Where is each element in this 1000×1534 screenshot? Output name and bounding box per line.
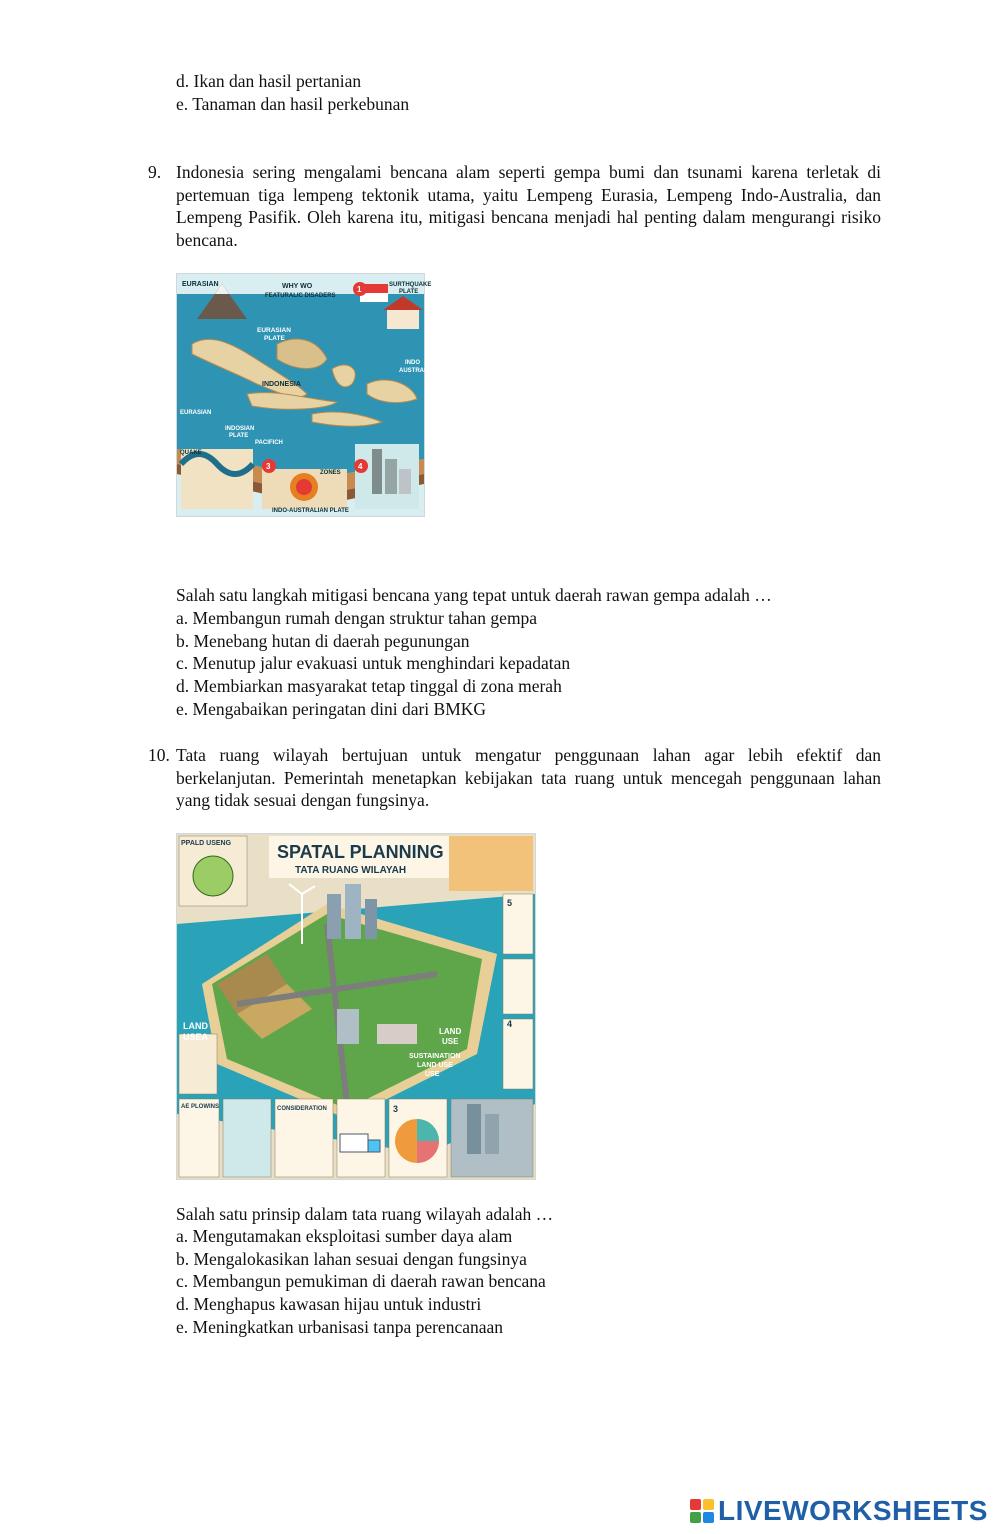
q8-option-e: e. Tanaman dan hasil perkebunan	[176, 94, 410, 114]
q10-option-e[interactable]: e. Meningkatkan urbanisasi tanpa perencanaan	[176, 1317, 504, 1337]
liveworksheets-logo[interactable]	[690, 1494, 988, 1528]
badge-4: 4	[507, 1019, 513, 1029]
question-10-number: 10.	[148, 745, 170, 765]
label-pacifich: PACIFICH	[255, 440, 283, 446]
label-sustaination-3: USE	[425, 1071, 440, 1078]
q9-option-d[interactable]: d. Membiarkan masyarakat tetap tinggal di zona merah	[176, 676, 562, 696]
q10-option-b[interactable]: b. Mengalokasikan lahan sesuai dengan fungsinya	[176, 1249, 527, 1269]
label-eurasian-plate-2: PLATE	[264, 335, 285, 342]
label-eurasian-tl: EURASIAN	[182, 281, 219, 288]
label-indo: INDO	[405, 360, 420, 366]
label-plate-3: PLATE	[229, 433, 249, 439]
label-indosian: INDOSIAN	[225, 426, 255, 432]
badge-4: 4	[358, 462, 363, 471]
plate-tectonics-infographic	[176, 273, 432, 517]
badge-5: 5	[507, 898, 513, 908]
question-9-prompt: Salah satu langkah mitigasi bencana yang tepat untuk daerah rawan gempa adalah …	[176, 585, 772, 605]
label-land-usea: LAND	[183, 1021, 208, 1031]
label-land-use-2: USE	[442, 1037, 459, 1046]
label-top-left: PPALD USENG	[181, 840, 232, 847]
q10-option-c[interactable]: c. Membangun pemukiman di daerah rawan bencana	[176, 1271, 546, 1291]
q10-option-a[interactable]: a. Mengutamakan eksploitasi sumber daya alam	[176, 1226, 513, 1246]
label-title: WHY WO	[282, 283, 313, 290]
q9-option-e[interactable]: e. Mengabaikan peringatan dini dari BMKG	[176, 699, 487, 719]
label-plate: PLATE	[399, 289, 419, 295]
q10-option-d[interactable]: d. Menghapus kawasan hijau untuk industri	[176, 1294, 482, 1314]
label-eurasian-left: EURASIAN	[180, 410, 212, 416]
label-consideration: CONSIDERATION	[277, 1106, 327, 1112]
label-sustaination-2: LAND USE	[417, 1062, 453, 1069]
badge-3: 3	[393, 1104, 399, 1114]
label-austral: AUSTRAL	[399, 368, 428, 374]
spatial-planning-infographic	[176, 833, 536, 1180]
question-10-text: Tata ruang wilayah bertujuan untuk mengatur penggunaan lahan agar lebih efektif dan berkelanjutan. Pemerintah menetapkan kebijakan tata ruang untuk mencegah penggunaan lahan yang tidak sesuai dengan fungsinya.	[176, 745, 881, 810]
q8-option-d: d. Ikan dan hasil pertanian	[176, 71, 362, 91]
subtitle-tata-ruang: TATA RUANG WILAYAH	[295, 865, 407, 876]
label-zones: ZONES	[320, 470, 341, 476]
title-spatal-planning: SPATAL PLANNING	[277, 842, 444, 862]
label-land-use: LAND	[439, 1027, 462, 1036]
label-earthquake: SURTHQUAKE	[389, 282, 432, 288]
badge-1: 1	[357, 285, 362, 294]
question-10-prompt: Salah satu prinsip dalam tata ruang wilayah adalah …	[176, 1204, 554, 1224]
q9-option-b[interactable]: b. Menebang hutan di daerah pegunungan	[176, 631, 470, 651]
badge-3: 3	[266, 462, 271, 471]
label-sustaination: SUSTAINATION	[409, 1053, 461, 1060]
liveworksheets-wordmark: LIVEWORKSHEETS	[718, 1495, 988, 1526]
liveworksheets-logo-icon	[690, 1499, 714, 1523]
q9-option-a[interactable]: a. Membangun rumah dengan struktur tahan gempa	[176, 608, 538, 628]
label-land-usea-2: USEA	[183, 1032, 209, 1042]
question-9-text: Indonesia sering mengalami bencana alam seperti gempa bumi dan tsunami karena terletak di pertemuan tiga lempeng tektonik utama, yaitu Lempeng Eurasia, Lempeng Indo-Australia, dan Lempeng Pasifik. Oleh karena itu, mitigasi bencana menjadi hal penting dalam mengurangi risiko bencana.	[176, 162, 881, 250]
q9-option-c[interactable]: c. Menutup jalur evakuasi untuk menghindari kepadatan	[176, 653, 571, 673]
label-bottom: INDO-AUSTRALIAN PLATE	[272, 508, 349, 514]
label-subtitle: FEATURALIC DISADERS	[265, 293, 336, 299]
label-quake: QUAKE	[180, 450, 202, 456]
question-9-number: 9.	[148, 162, 162, 182]
label-indonesia: INDONESIA	[262, 381, 301, 388]
label-eurasian-plate: EURASIAN	[257, 327, 291, 334]
label-plowins: AE PLOWINS	[181, 1104, 220, 1110]
